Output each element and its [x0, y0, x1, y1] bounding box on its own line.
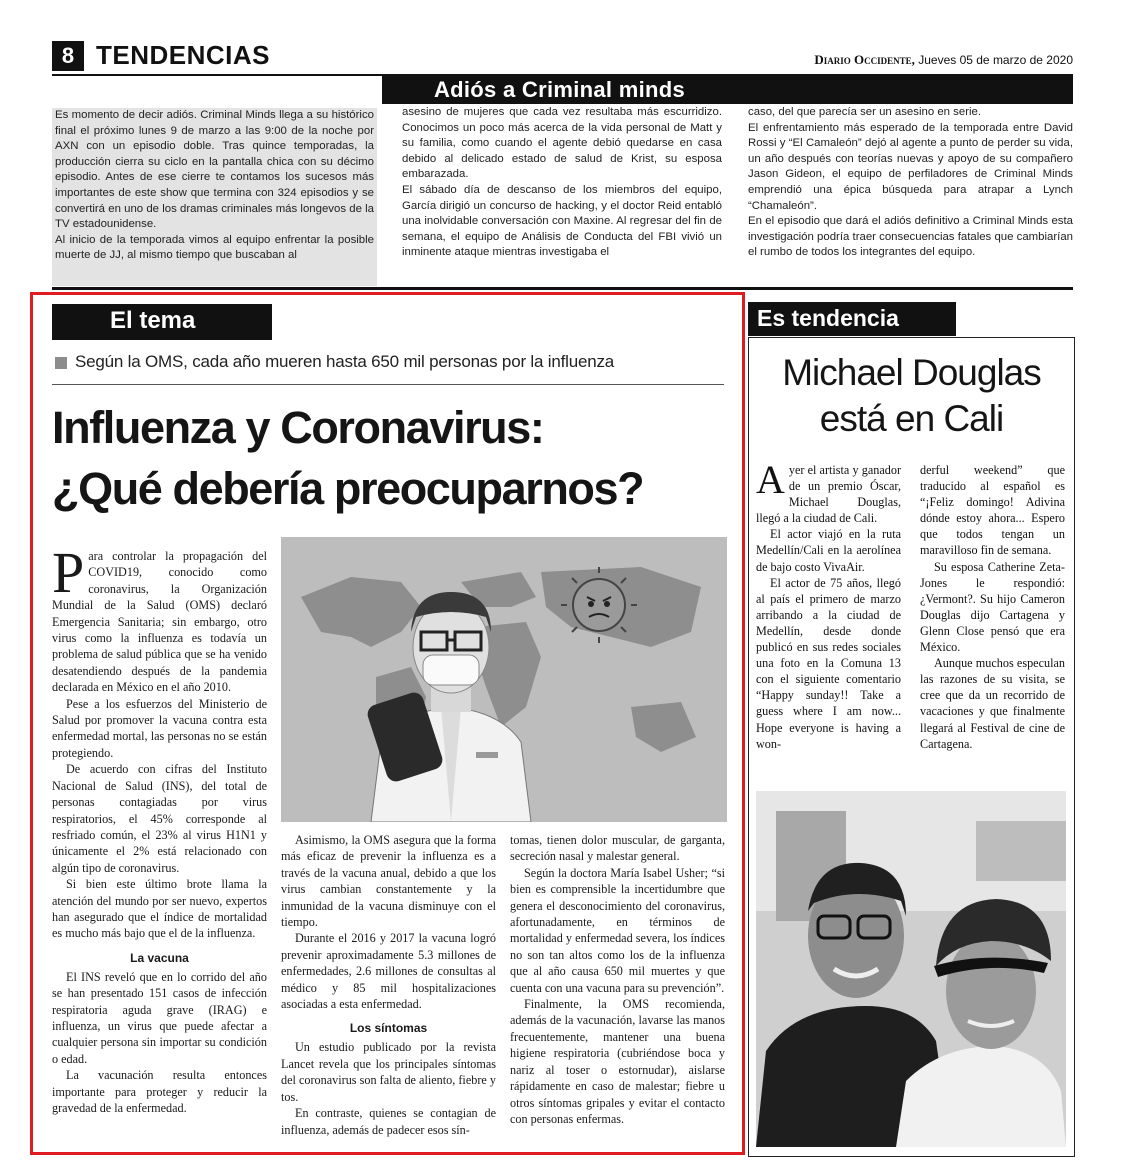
michael-douglas-photo: [756, 791, 1066, 1147]
criminal-minds-col-1: [52, 108, 377, 286]
criminal-minds-col-2: [402, 105, 722, 261]
paragraph: El sábado día de descanso de los miembros del equipo, García dirigió un concurso de hacking, y el doctor Reid entabló una inolvidable conversación con Maxine. Al regresar del fin de semana, el equipo de Análisis de Conducta del FBI vivió un inminente ataque mientras investigaba el: [402, 183, 722, 259]
headline-line-1: Influenza y Coronavirus:: [52, 402, 544, 453]
tendencia-column-1: [756, 457, 901, 752]
paragraph: El actor viajó en la ruta Medellín/Cali en la aerolínea de bajo costo VivaAir.: [756, 527, 901, 574]
paragraph: Finalmente, la OMS recomienda, además de la vacunación, lavarse las manos frecuentemente, mantener una buena higiene respiratoria (cubriéndose boca y nariz al toser o estornudar), aislarse rápidamente en caso de malestar; fiebre u otros síntomas gripales y evitar el contacto con personas enfermas.: [510, 997, 725, 1126]
paragraph: Es momento de decir adiós. Criminal Minds llega a su histórico final el próximo lunes 9 de marzo a las 9:00 de la noche por AXN con un episodio doble. Tras quince temporadas, la producción cierra su ciclo en la pantalla chica con su décimo episodio. Antes de ese cierre te contamos los sucesos más importantes de este show que termina con 324 episodios y se convertirá en uno de los dramas criminales más longevos de la TV estadounidense.: [55, 109, 374, 231]
paragraph: Pese a los esfuerzos del Ministerio de Salud por promover la vacuna contra esta enfermedad mortal, las personas no se están protegiendo.: [52, 696, 267, 760]
paragraph: Aunque muchos especulan las razones de su visita, se cree que da un recorrido de vacaciones y que finalmente llegará al Festival de cine de Cartagena.: [920, 656, 1065, 751]
paragraph: El enfrentamiento más esperado de la temporada entre David Rossi y “El Camaleón” dejó al agente a punto de perder su vida, un año después con teorías nuevas y apoyo de su compañero Jason Gideon, el equipo de perfiladores de Criminal Minds emprendió una épica búsqueda para atrapar a Lynch “Chamaleón”.: [748, 121, 1073, 212]
paragraph: La vacunación resulta entonces importante para proteger y reducir la gravedad de la enfermedad.: [52, 1068, 267, 1115]
main-headline: [52, 397, 732, 519]
tema-column-3: [510, 832, 725, 1127]
subhead-sintomas: Los síntomas: [349, 1021, 428, 1036]
paragraph: De acuerdo con cifras del Instituto Nacional de Salud (INS), del total de personas contagiadas por virus respiratorios, el 45% corresponde al resfriado común, el 23% al virus H1N1 y únicamente el 2% está relacionado con algún tipo de coronavirus.: [52, 762, 267, 875]
tema-column-2: [281, 832, 496, 1138]
headline-line-2: ¿Qué debería preocuparnos?: [52, 463, 644, 514]
tendencia-column-2: [920, 462, 1065, 752]
paragraph: Su esposa Catherine Zeta-Jones le respondió: ¿Vermont?. Su hijo Cameron Douglas dijo Cartagena y Glenn Close pensó que era México.: [920, 559, 1065, 655]
paragraph: derful weekend” que traducido al español es “¡Feliz domingo! Adivina dónde estoy ahora... Espero que todos tengan un maravilloso fin de semana.: [920, 463, 1065, 558]
drop-cap: A: [756, 457, 785, 502]
paragraph: Al inicio de la temporada vimos al equipo enfrentar la posible muerte de JJ, al mismo tiempo que buscaban al: [55, 233, 374, 262]
paragraph: En el episodio que dará el adiós definitivo a Criminal Minds esta investigación podría traer consecuencias fatales que cambiarían el rumbo de todos los integrantes del equipo.: [748, 215, 1073, 259]
criminal-minds-col-3: [748, 105, 1073, 261]
doctor-virus-illustration: [281, 537, 727, 822]
drop-cap: P: [52, 540, 85, 605]
lead-paragraph: [756, 457, 901, 526]
subhead-vacuna: La vacuna: [130, 950, 189, 965]
lead-text: yer el artista y ganador de un premio Óscar, Michael Douglas, llegó a la ciudad de Cali.: [756, 463, 901, 526]
virus-icon: [561, 567, 637, 643]
paragraph: El actor de 75 años, llegó al país el primero de marzo arribando a la ciudad de Medellín, desde donde publicó en sus redes sociales una foto en la Comuna 13 con el siguiente comentario “Happy sunday!! Take a guess where I am now... Hope everyone is having a won-: [756, 575, 901, 751]
tema-column-1: [52, 540, 267, 1116]
dateline: [814, 52, 1073, 68]
page-number: 8: [52, 41, 84, 71]
lead-paragraph: [52, 540, 267, 696]
paragraph: tomas, tienen dolor muscular, de garganta, secreción nasal y malestar general.: [510, 833, 725, 864]
section-divider: [52, 287, 1073, 290]
newspaper-name: Diario Occidente,: [814, 52, 915, 67]
section-title: TENDENCIAS: [96, 40, 271, 70]
paragraph: caso, del que parecía ser un asesino en serie.: [748, 106, 982, 118]
paragraph: Un estudio publicado por la revista Lancet revela que los principales síntomas del coronavirus son falta de aliento, fiebre y tos.: [281, 1040, 496, 1104]
issue-date: Jueves 05 de marzo de 2020: [918, 53, 1073, 67]
paragraph: En contraste, quienes se contagian de influenza, además de padecer esos sín-: [281, 1106, 496, 1137]
kicker-rule: [52, 384, 724, 385]
tendencia-headline: [748, 350, 1075, 442]
paragraph: Durante el 2016 y 2017 la vacuna logró prevenir aproximadamente 5.3 millones de enfermedades, 2.6 millones de consultas al médico y 85 mil hospitalizaciones asociadas a esta enfermedad.: [281, 931, 496, 1012]
paragraph: Según la doctora María Isabel Usher; “si bien es comprensible la incertidumbre que genera el desconocimiento del coronavirus, afortunadamente, en términos de mortalidad y enfermedad severa, los índices no son tan altos como los de la influenza que al año causa 650 mil muertes y que cuenta con una vacuna para su prevención”.: [510, 865, 725, 995]
kicker: Según la OMS, cada año mueren hasta 650 mil personas por la influenza: [75, 352, 615, 371]
criminal-minds-title: Adiós a Criminal minds: [433, 77, 686, 102]
paragraph: asesino de mujeres que cada vez resultaba más escurridizo. Conocimos un poco más acerca de la vida personal de Matt y su familia, como cuando el agente debió quedarse en casa debido al delicado estado de salud de Krist, su esposa embarazada.: [402, 106, 722, 181]
paragraph: El INS reveló que en lo corrido del año se han presentado 151 casos de infección respiratoria aguda grave (IRAG) e influenza, un virus que puede afectar a cualquier persona sin importar su condición o edad.: [52, 969, 267, 1066]
tendencia-headline-line-1: Michael Douglas: [782, 352, 1041, 393]
tema-label: El tema: [52, 304, 272, 340]
kicker-bullet-icon: [55, 357, 67, 369]
lead-text: ara controlar la propagación del COVID19, conocido como coronavirus, la Organización Mundial de la Salud (OMS) declaró Emergencia Sanitaria; sin embargo, otro virus como la influenza es todavía un problema de salud pública que se ha venido desatendiendo después de la pandemia declarada en México en el año 2010.: [52, 549, 267, 695]
paragraph: Si bien este último brote llama la atención del mundo por ser nuevo, expertos han asegurado que el índice de mortalidad es mucho más bajo que el de la influenza.: [52, 877, 267, 941]
paragraph: Asimismo, la OMS asegura que la forma más eficaz de prevenir la influenza es a través de la vacuna anual, debido a que los virus cambian constantemente y la inmunidad de la vacuna disminuye con el tiempo.: [281, 833, 496, 930]
tendencia-label: Es tendencia: [748, 302, 956, 336]
tendencia-headline-line-2: está en Cali: [819, 398, 1004, 439]
